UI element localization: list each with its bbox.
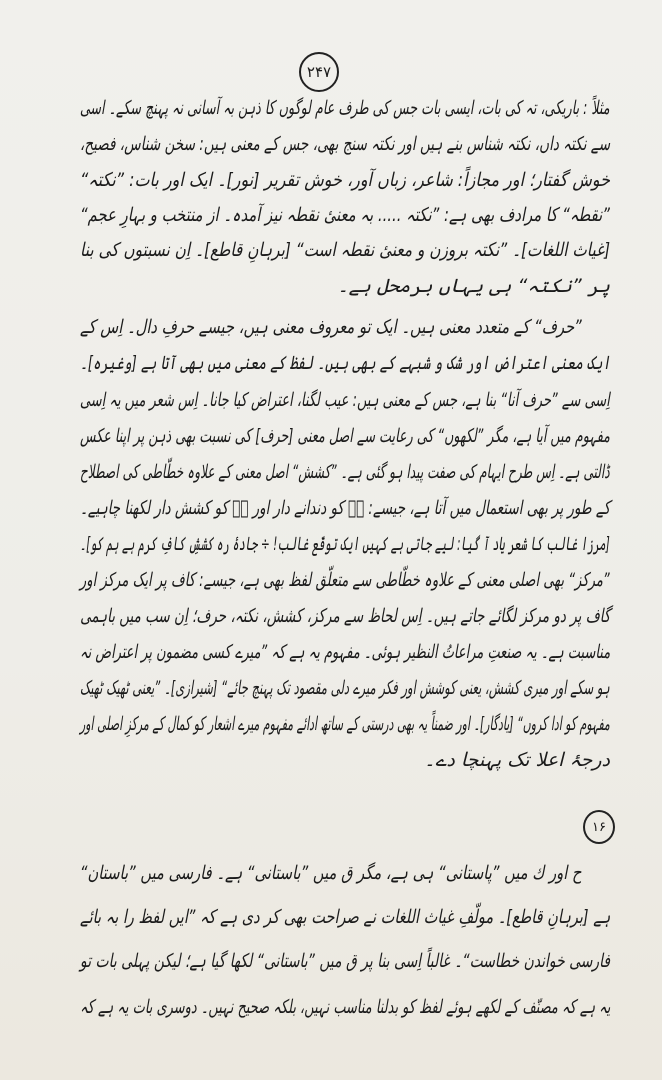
text-line: سے نکتہ داں، نکتہ شناس بنے ہیں اور نکتہ سنج بھی، جس کے معنی ہیں: سخن شناس، فصیح، xyxy=(79,133,610,155)
text-line: گاف پر دو مرکز لگائے جاتے ہیں۔ اِس لحاظ سے مرکز، کشش، نکتہ، حرف؛ اِن سب میں باہمی xyxy=(79,605,610,627)
text-line: مفہوم کو ادا کروں“ [یادگار]۔ اور ضمناً یہ بھی درستی کے ساتھ ادائے مفہوم میرے اشعار کو کمال کے مرکزِ اصلی اور xyxy=(80,713,610,735)
text-line: ”حرف“ کے متعدد معنی ہیں۔ ایک تو معروف معنی ہیں، جیسے حرفِ دال۔ اِس کے xyxy=(80,316,582,338)
text-line: ہے [برہانِ قاطع]۔ مولّفِ غیاث اللغات نے صراحت بھی کر دی ہے کہ ”ایں لفظ را بہ بائے xyxy=(79,906,610,928)
text-line: ہو سکے اور میری کشش، یعنی کوشش اور فکر میرے دلی مقصود تک پہنچ جائے“ [شیرازی]۔ ”یعنی ٹھیک ٹھیک xyxy=(80,677,610,699)
text-line: پر ”نکتہ“ ہی یہاں برمحل ہے۔ xyxy=(337,275,610,297)
text-line: ”مرکز“ بھی اصلی معنی کے علاوہ خطّاطی سے متعلّق لفظ بھی ہے، جیسے: کاف پر ایک مرکز اور xyxy=(80,569,610,591)
text-line: مثلاً : باریکی، تہ کی بات، ایسی بات جس کی طرف عام لوگوں کا ذہن بہ آسانی نہ پہنچ سکے۔ اسی xyxy=(80,97,610,119)
text-line: خوش گفتار؛ اور مجازاً: شاعر، زباں آور، خوش تقریر [نور]۔ ایک اور بات: ”نکتہ“ xyxy=(79,169,610,191)
text-line: مفہوم میں آیا ہے، مگر ”لکھوں“ کی رعایت سے اصل معنی [حرف] کی نسبت بھی ذہن پر اپنا عکس xyxy=(80,425,610,447)
text-line: کے طور پر بھی استعمال میں آتا ہے، جیسے: سؔ کو دندانے دار اور شؔ کو کشش دار لکھنا چاہیے۔ xyxy=(79,497,610,519)
text-line: یہ ہے کہ مصنّف کے لکھے ہوئے لفظ کو بدلنا مناسب نہیں، بلکہ صحیح نہیں۔ دوسری بات یہ ہے کہ xyxy=(79,996,610,1018)
text-line: ”نقطہ“ کا مرادف بھی ہے: ”نکتہ ..... بہ معنیٔ نقطہ نیز آمدہ۔ از منتخب و بہارِ عجم“ xyxy=(80,204,610,226)
text-line: ح اور ك میں ”پاستانی“ ہی ہے، مگر ق میں ”باستانی“ ہے۔ فارسی میں ”باستان“ xyxy=(80,862,582,884)
page-number: ۲۴۷ xyxy=(299,52,339,92)
text-line: اِسی سے ”حرف آنا“ بنا ہے، جس کے معنی ہیں: عیب لگنا، اعتراض کیا جانا۔ اِس شعر میں یہ اِسی xyxy=(80,389,610,411)
text-line: [مرزا غالب کا شعر یاد آ گیا: لیے جاتی ہے کہیں ایک توقّع غالب! ÷ جادۂ رہ کششِ کافِ کرم ہے ہم کو]۔ xyxy=(80,533,610,555)
note-number: ۱۶ xyxy=(583,810,615,844)
text-line: ڈالتی ہے۔ اِس طرح ایہام کی صفت پیدا ہو گئی ہے۔ ”کشش“ اصل معنی کے علاوہ خطّاطی کی اصطلاح xyxy=(80,461,610,483)
text-line: ایک معنی اعتراض اور شک و شبہے کے بھی ہیں۔ لفظ کے معنی میں بھی آتا ہے [وغیرہ]۔ xyxy=(79,352,610,374)
text-line: فارسی خواندن خطاست“۔ غالباً اِسی بنا پر ق میں ”باستانی“ لکھا گیا ہے؛ لیکن پہلی بات تو xyxy=(79,950,610,972)
text-line: [غیاث اللغات]۔ ”نکتہ بروزن و معنیٔ نقطہ است“ [برہانِ قاطع]۔ اِن نسبتوں کی بنا xyxy=(79,239,610,261)
text-line: درجۂ اعلا تک پہنچا دے۔ xyxy=(424,749,610,771)
text-line: مناسبت ہے۔ یہ صنعتِ مراعاتُ النظیر ہوئی۔ مفہوم یہ ہے کہ ”میرے کسی مضمون پر اعتراض نہ xyxy=(79,641,610,663)
